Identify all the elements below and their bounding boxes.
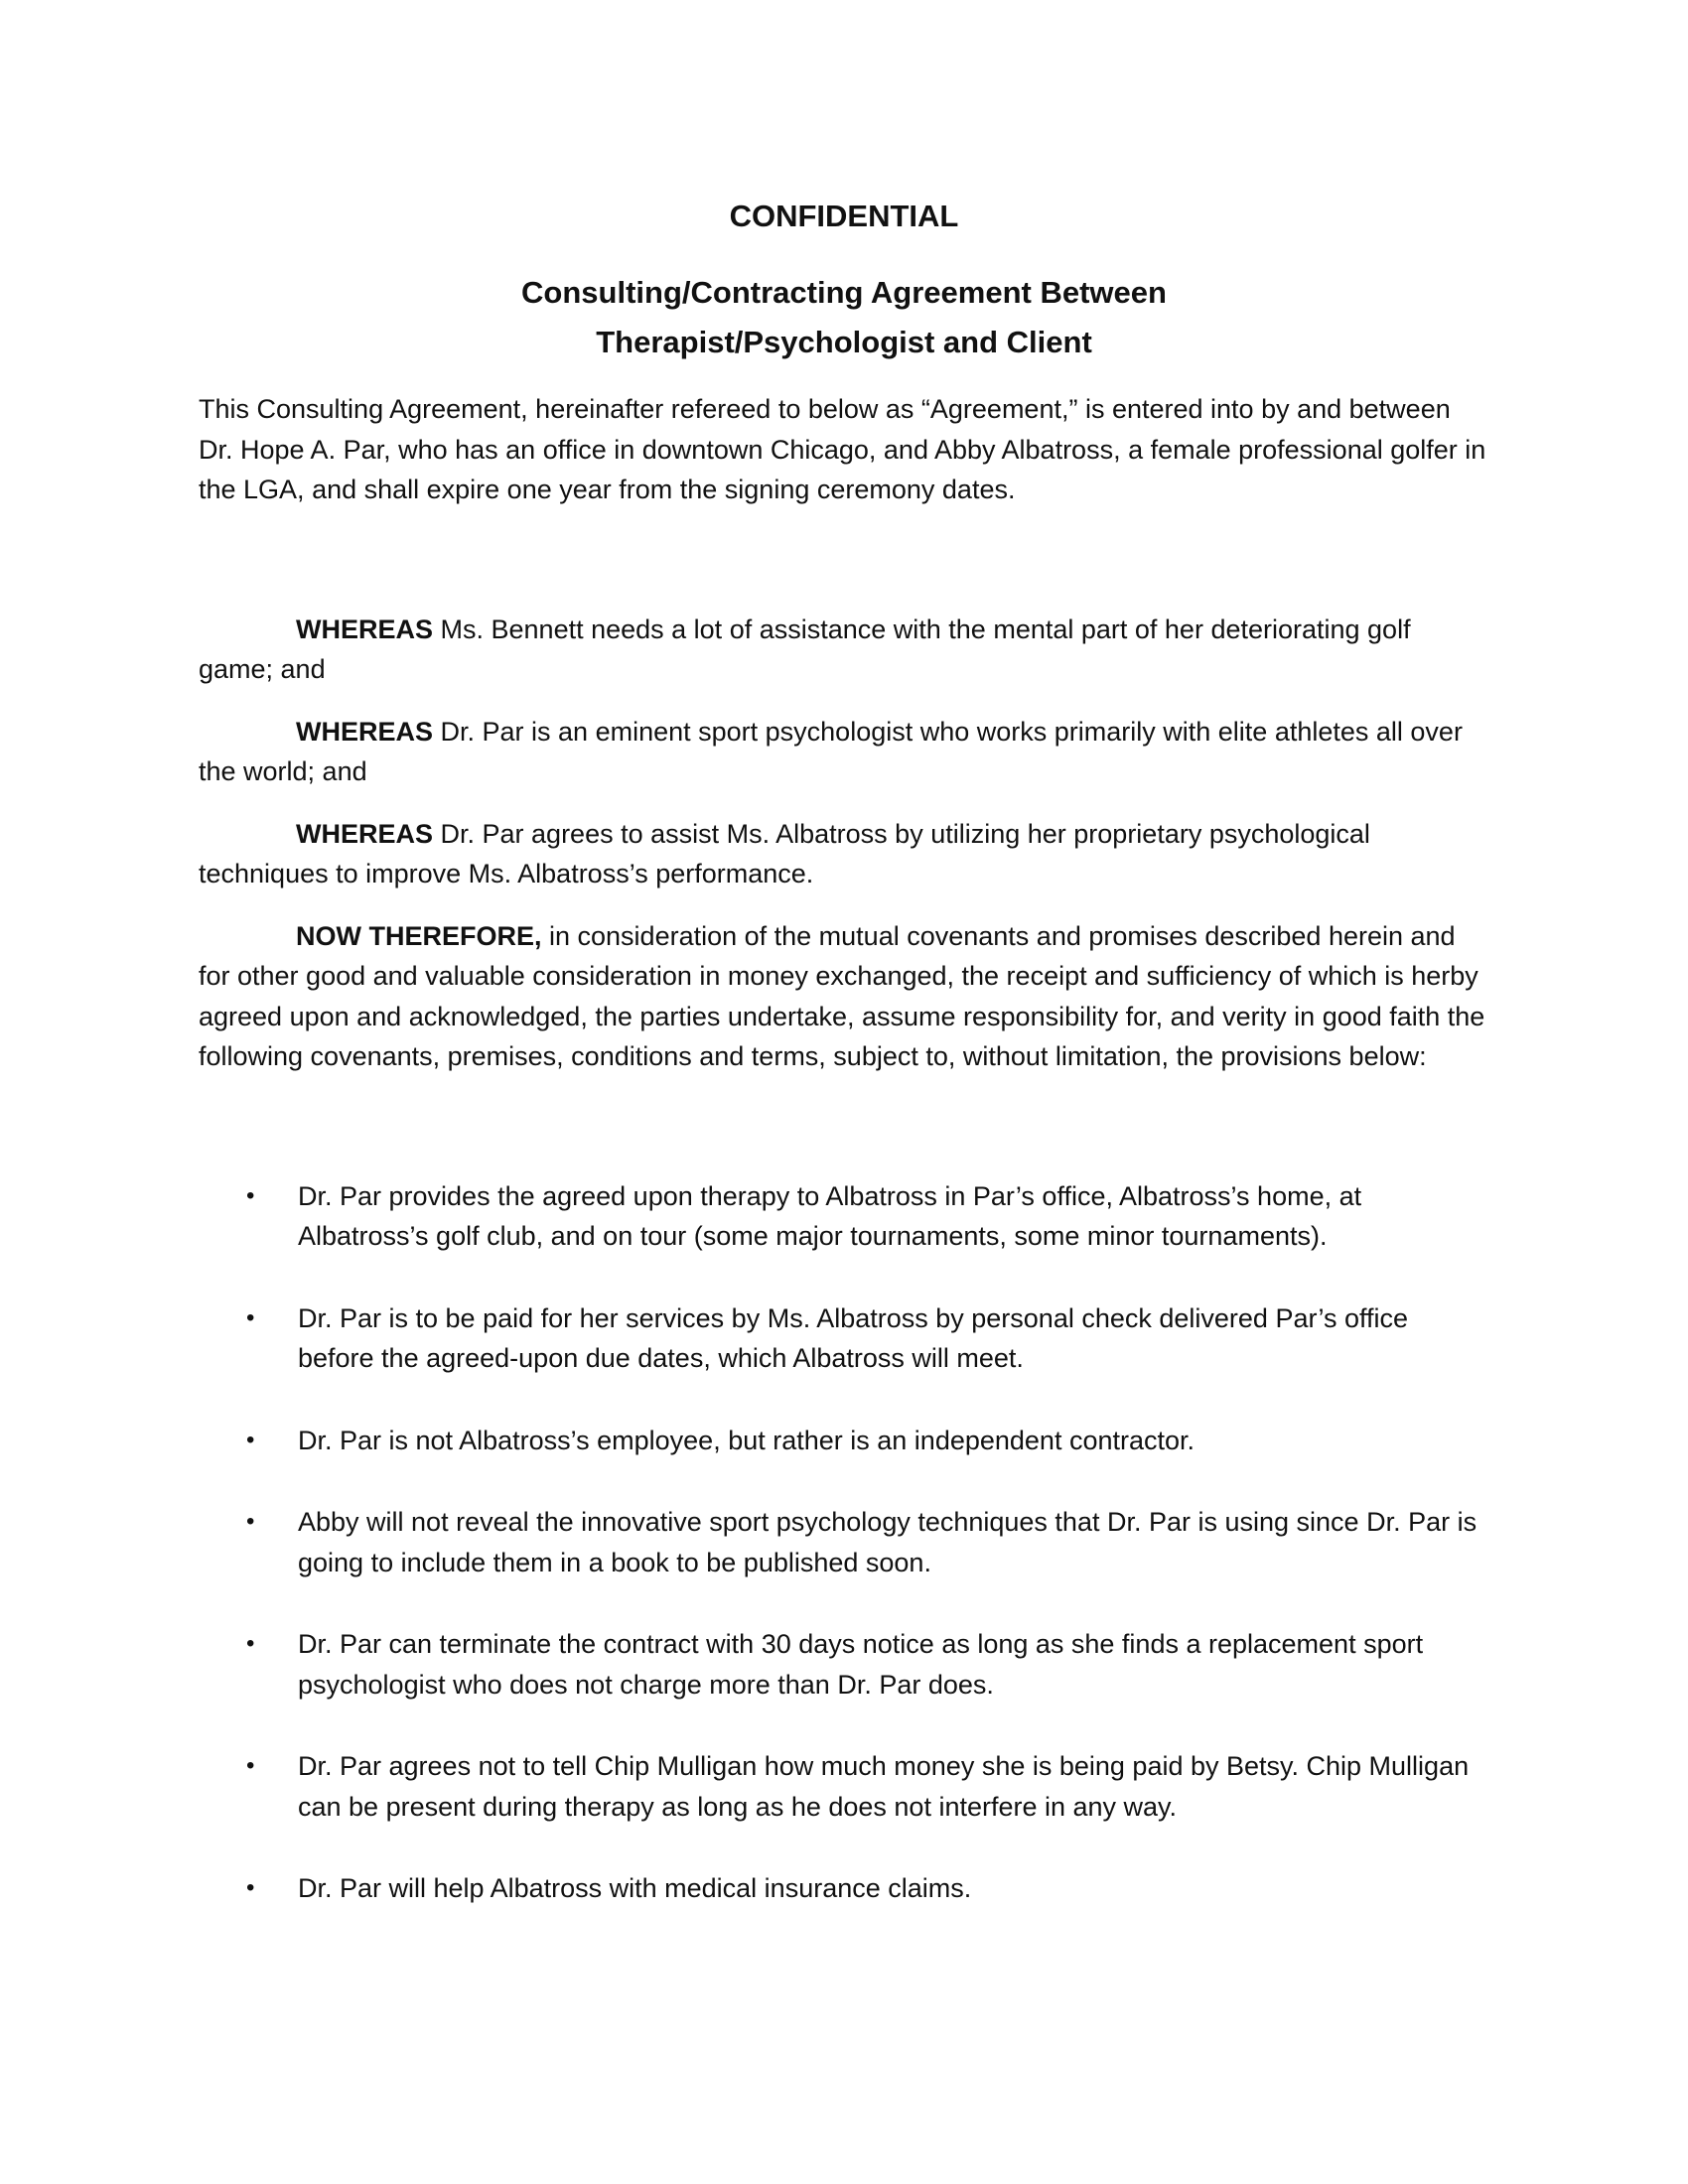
bullet-icon: • — [246, 1630, 255, 1657]
recital-text: Ms. Bennett needs a lot of assistance with the mental part of her deteriorating golf game; and — [199, 614, 1411, 684]
agreement-title-line-1: Consulting/Contracting Agreement Between — [521, 275, 1167, 310]
intro-paragraph: This Consulting Agreement, hereinafter refereed to below as “Agreement,” is entered into by and between Dr. Hope A. Par, who has an office in downtown Chicago, and Abby Albatross, a female professional golfer in the LGA, and shall expire one year from the signing ceremony dates. — [199, 394, 1486, 504]
recital-keyword: WHEREAS — [296, 614, 434, 644]
provision-text: Dr. Par can terminate the contract with 30 days notice as long as she finds a replacement sport psychologist who does not charge more than Dr. Par does. — [298, 1629, 1424, 1700]
provision-item — [199, 1746, 1489, 1827]
bullet-icon: • — [246, 1303, 255, 1331]
bullet-icon: • — [246, 1426, 255, 1453]
recital-text: Dr. Par is an eminent sport psychologist who works primarily with elite athletes all over the world; and — [199, 716, 1463, 786]
recital-keyword: WHEREAS — [296, 716, 434, 747]
recital-paragraph — [199, 610, 1489, 690]
recital-paragraph — [199, 814, 1489, 894]
provision-item — [199, 1176, 1489, 1257]
provision-item — [199, 1421, 1489, 1461]
provision-item — [199, 1868, 1489, 1909]
agreement-title-line-2: Therapist/Psychologist and Client — [596, 325, 1092, 359]
provision-item — [199, 1624, 1489, 1705]
bullet-icon: • — [246, 1874, 255, 1901]
bullet-icon: • — [246, 1181, 255, 1209]
recital-paragraph — [199, 916, 1489, 1077]
provisions-list — [199, 1176, 1489, 1909]
provision-text: Abby will not reveal the innovative sport psychology techniques that Dr. Par is using since Dr. Par is going to include them in a book to be published soon. — [298, 1507, 1477, 1577]
recital-keyword: WHEREAS — [296, 818, 434, 849]
agreement-title — [199, 268, 1489, 367]
provision-text: Dr. Par agrees not to tell Chip Mulligan how much money she is being paid by Betsy. Chip Mulligan can be present during therapy as long as he does not interfere in any way. — [298, 1751, 1470, 1822]
recitals-section — [199, 610, 1489, 1077]
bullet-icon: • — [246, 1508, 255, 1535]
document-body — [199, 195, 1489, 1951]
provision-item — [199, 1502, 1489, 1582]
provision-text: Dr. Par is not Albatross’s employee, but rather is an independent contractor. — [298, 1425, 1196, 1455]
confidential-label: CONFIDENTIAL — [729, 199, 959, 233]
bullet-icon: • — [246, 1752, 255, 1779]
provision-text: Dr. Par will help Albatross with medical insurance claims. — [298, 1873, 972, 1903]
recital-paragraph — [199, 712, 1489, 792]
provision-text: Dr. Par provides the agreed upon therapy to Albatross in Par’s office, Albatross’s home, at Albatross’s golf club, and on tour (some major tournaments, some minor tournaments). — [298, 1180, 1362, 1251]
recital-text: Dr. Par agrees to assist Ms. Albatross by utilizing her proprietary psychological techniques to improve Ms. Albatross’s performance. — [199, 818, 1370, 888]
provision-text: Dr. Par is to be paid for her services by Ms. Albatross by personal check delivered Par’s office before the agreed-upon due dates, which Albatross will meet. — [298, 1302, 1409, 1373]
provision-item — [199, 1298, 1489, 1379]
recital-text: in consideration of the mutual covenants and promises described herein and for other good and valuable consideration in money exchanged, the receipt and sufficiency of which is herby agreed upon and acknowledged, the parties undertake, assume responsibility for, and verity in good faith the following covenants, premises, conditions and terms, subject to, without limitation, the provisions below: — [199, 920, 1485, 1071]
recital-keyword: NOW THEREFORE, — [296, 920, 542, 951]
